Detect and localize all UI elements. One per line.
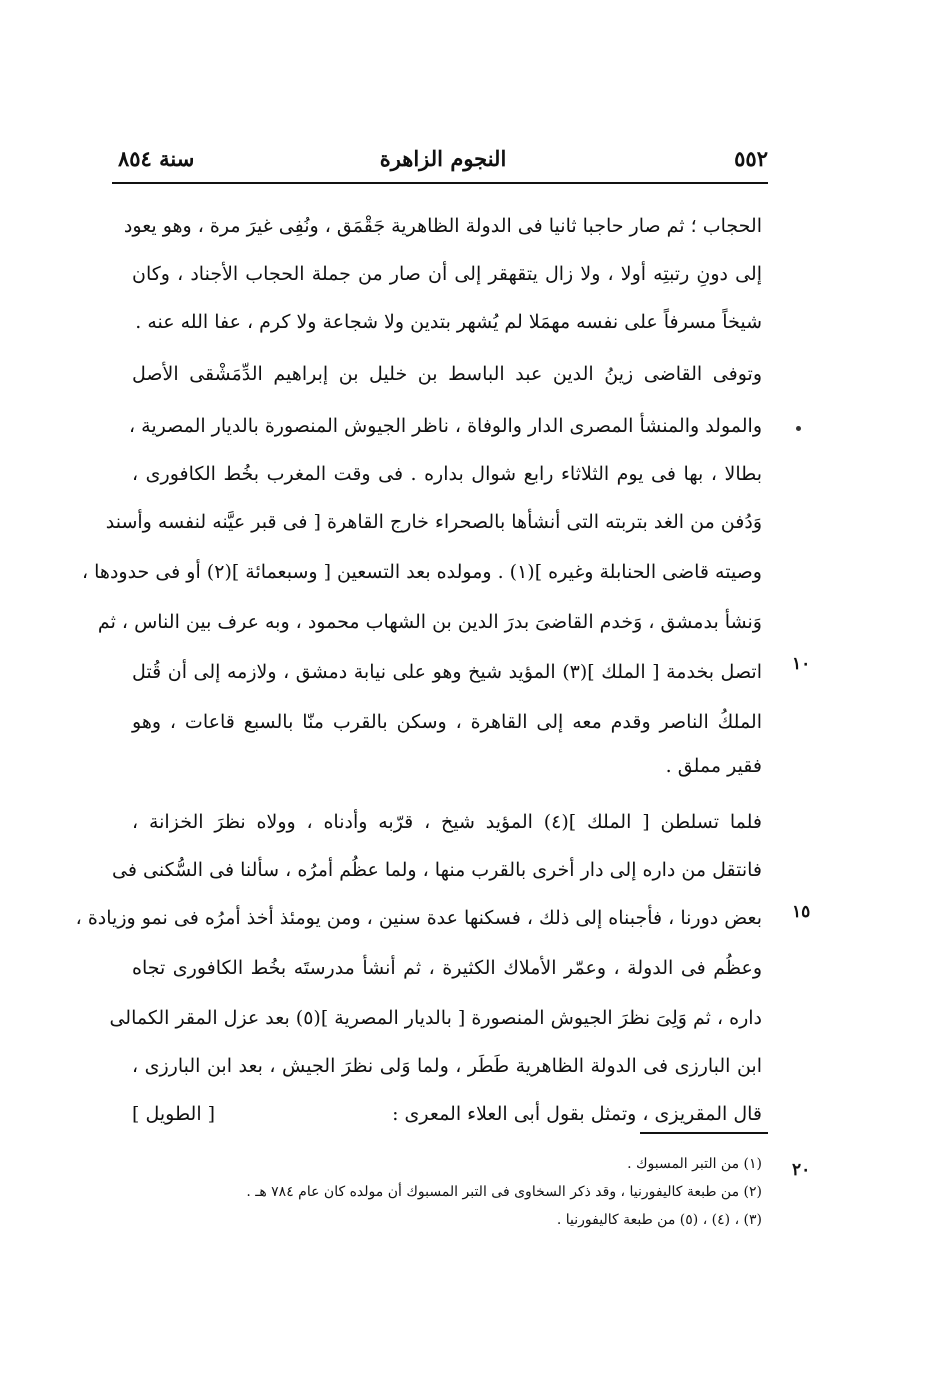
text-line: شيخاً مسرفاً على نفسه مهمَلا لم يُشهر بتدين ولا شجاعة ولا كرم ، عفا الله عنه . [135,311,762,333]
margin-line-number: ٢٠ [792,1160,811,1180]
text-line: وعظُم فى الدولة ، وعمّر الأملاك الكثيرة ، ثم أنشأ مدرستَه بخُط الكافورى تجاه [132,957,762,979]
footnote-rule [640,1132,768,1134]
text-line: اتصل بخدمة [ الملك ](٣) المؤيد شيخ وهو على نيابة دمشق ، ولازمه إلى أن قُتل [132,661,762,683]
text-line: فلما تسلطن [ الملك ](٤) المؤيد شيخ ، قرّبه وأدناه ، وولاه نظرَ الخزانة ، [132,811,762,833]
margin-line-number: ١٠ [792,654,811,674]
page-header [118,146,768,180]
running-title: النجوم الزاهرة [379,146,507,171]
footnotes [200,1150,762,1234]
text-line: والمولد والمنشأ المصرى الدار والوفاة ، ناظر الجيوش المنصورة بالديار المصرية ، [128,415,762,437]
text-line: وَنشأ بدمشق ، وَخدم القاضىَ بدرَ الدين بن الشهاب محمود ، وبه عرف بين الناس ، ثم [97,611,762,633]
margin-dot [796,426,801,431]
main-text [75,206,762,1146]
meter-label: [ الطويل ] [132,1103,216,1125]
page-number: ٥٥٢ [734,146,768,171]
text-line: قال المقريزى ، وتمثل بقول أبى العلاء المعرى : [392,1103,762,1125]
text-line: وتوفى القاضى زينُ الدين عبد الباسط بن خليل بن إبراهيم الدِّمَشْقى الأصل [132,363,762,385]
text-line: بعض دورنا ، فأجبناه إلى ذلك ، فسكنها عدة سنين ، ومن يومئذ أخذ أمرُه فى نمو وزيادة ، [75,907,762,929]
text-line: الملكُ الناصر وقدم معه إلى القاهرة ، وسكن بالقرب منّا بالسبع قاعات ، وهو [132,711,762,733]
header-year: سنة ٨٥٤ [118,146,195,171]
text-line: فقير مملق . [665,755,762,777]
footnote: (٣) ، (٤) ، (٥) من طبعة كاليفورنيا . [556,1212,762,1228]
text-line: إلى دونِ رتبتِه أولا ، ولا زال يتقهقر إلى أن صار من جملة الحجاب الأجناد ، وكان [132,263,762,285]
text-line: ابن البارزى فى الدولة الظاهرية طَطَر ، ولما وَلى نظرَ الجيش ، بعد ابن البارزى ، [132,1055,762,1077]
header-rule [112,182,768,184]
text-line: وَدُفن من الغد بتربته التى أنشأها بالصحراء خارج القاهرة [ فى قبر عيَّنه لنفسه وأسند [105,511,762,533]
text-line: داره ، ثم وَلِىَ نظرَ الجيوش المنصورة [ بالديار المصرية ](٥) بعد عزل المقر الكمالى [109,1007,762,1029]
text-line: وصيته قاضى الحنابلة وغيره ](١) . ومولده بعد التسعين [ وسبعمائة ](٢) أو فى حدودها ، [81,561,762,583]
footnote: (٢) من طبعة كاليفورنيا ، وقد ذكر السخاوى فى التبر المسبوك أن مولده كان عام ٧٨٤ هـ . [246,1184,762,1200]
text-line: بطالا ، بها فى يوم الثلاثاء رابع شوال بداره . فى وقت المغرب بخُط الكافورى ، [132,463,762,485]
margin-line-number: ١٥ [792,902,811,922]
text-line: فانتقل من داره إلى دار أخرى بالقرب منها ، ولما عظُم أمرُه ، سألنا فى السُّكنى فى [112,859,762,881]
text-line: الحجاب ؛ ثم صار حاجبا ثانيا فى الدولة الظاهرية جَقْمَق ، ونُفِى غيرَ مرة ، وهو يعود [123,215,762,237]
footnote: (١) من التبر المسبوك . [627,1156,762,1172]
